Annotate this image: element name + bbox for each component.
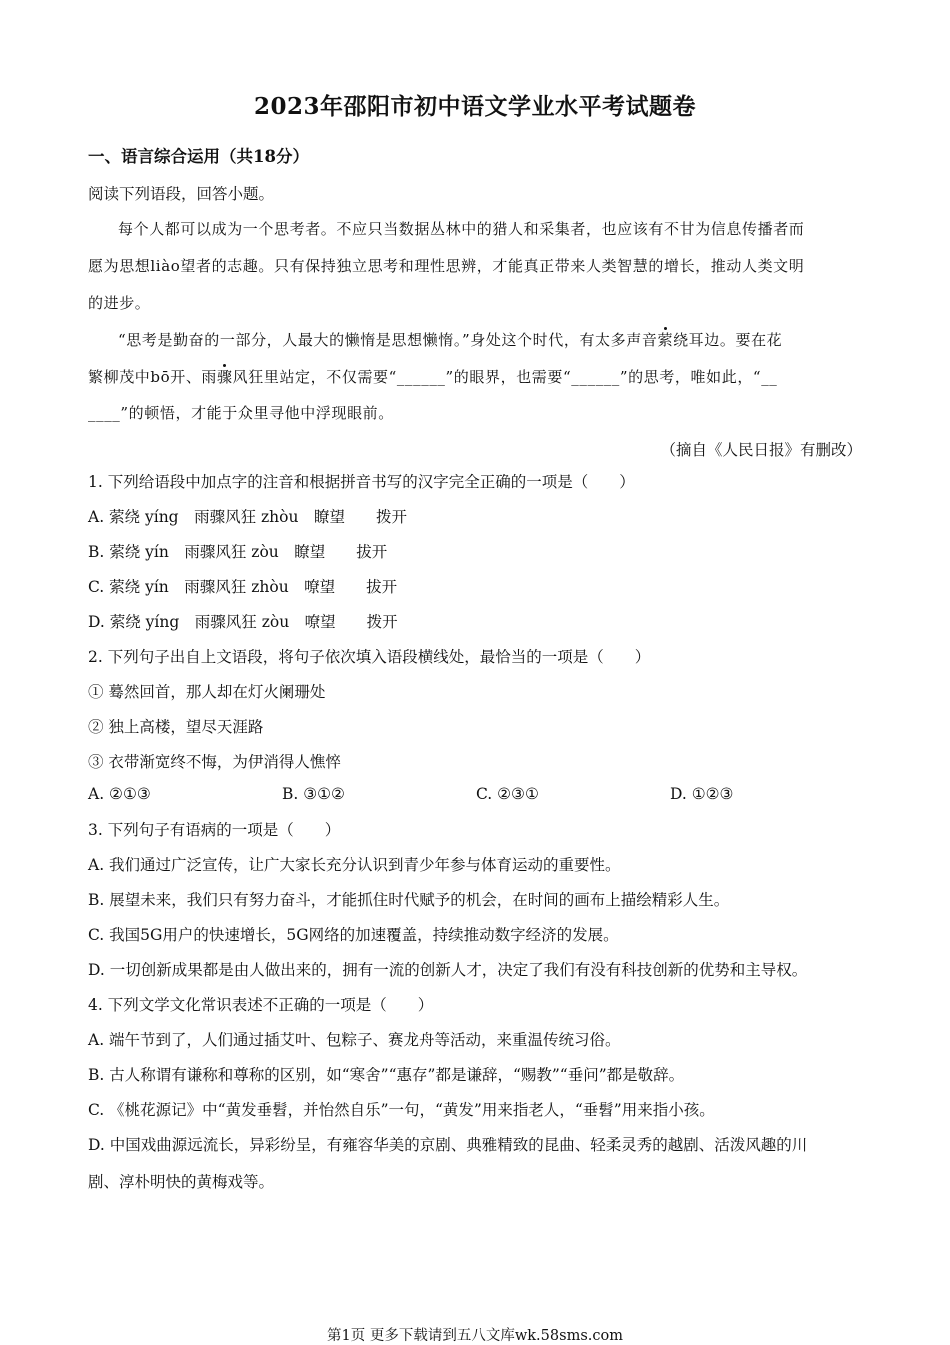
page-footer: 第1页 更多下载请到五八文库wk.58sms.com bbox=[327, 1328, 623, 1344]
option-b: B. 萦绕 yín 雨骤风狂 zòu 瞭望 拔开 bbox=[88, 543, 388, 561]
option-b: B. 古人称谓有谦称和尊称的区别，如“寒舍”“惠存”都是谦辞，“赐教”“垂问”都是敬辞。 bbox=[88, 1066, 685, 1084]
source-citation: （摘自《人民日报》有删改） bbox=[660, 441, 862, 459]
question-stem: 4. 下列文学文化常识表述不正确的一项是（ ） bbox=[88, 996, 434, 1014]
question-stem: 1. 下列给语段中加点字的注音和根据拼音书写的汉字完全正确的一项是（ ） bbox=[88, 473, 635, 491]
reading-instruction: 阅读下列语段，回答小题。 bbox=[88, 185, 275, 203]
passage-text: “思考是勤奋的一部分，人最大的懒惰是思想懒惰。”身处这个时代，有太多声音 bbox=[118, 331, 658, 349]
passage-line: 每个人都可以成为一个思考者。不应只当数据丛林中的猎人和采集者，也应该有不甘为信息传播者而 bbox=[118, 220, 805, 238]
sentence-item: ② 独上高楼，望尽天涯路 bbox=[88, 718, 264, 736]
passage-text: 风狂里站定，不仅需要“______”的眼界，也需要“______”的思考，唯如此，“__ bbox=[232, 368, 778, 386]
page-title: 2023年邵阳市初中语文学业水平考试题卷 bbox=[253, 93, 696, 120]
question-stem: 2. 下列句子出自上文语段，将句子依次填入语段横线处，最恰当的一项是（ ） bbox=[88, 648, 651, 666]
passage-text: 繁柳茂中bō开、雨 bbox=[88, 368, 218, 386]
option-d: D. 中国戏曲源远流长，异彩纷呈，有雍容华美的京剧、典雅精致的昆曲、轻柔灵秀的越剧、活泼风趣的川 bbox=[88, 1136, 808, 1154]
option-c: C. ②③① bbox=[476, 785, 539, 803]
passage-line: ____”的顿悟，才能于众里寻他中浮现眼前。 bbox=[88, 404, 394, 422]
passage-text: 绕耳边。要在花 bbox=[673, 331, 783, 349]
option-c: C. 我国5G用户的快速增长，5G网络的加速覆盖，持续推动数字经济的发展。 bbox=[88, 926, 619, 944]
option-a: A. 我们通过广泛宣传，让广大家长充分认识到青少年参与体育运动的重要性。 bbox=[88, 856, 621, 874]
option-a: A. 端午节到了，人们通过插艾叶、包粽子、赛龙舟等活动，来重温传统习俗。 bbox=[88, 1031, 621, 1049]
option-b: B. 展望未来，我们只有努力奋斗，才能抓住时代赋予的机会，在时间的画布上描绘精彩人生。 bbox=[88, 891, 730, 909]
option-c: C. 萦绕 yín 雨骤风狂 zhòu 嘹望 拔开 bbox=[88, 578, 398, 596]
dotted-character: 萦 bbox=[657, 331, 674, 349]
sentence-item: ① 蓦然回首，那人却在灯火阑珊处 bbox=[88, 683, 326, 701]
option-b: B. ③①② bbox=[282, 785, 345, 803]
option-a: A. ②①③ bbox=[88, 785, 151, 803]
passage-line: 愿为思想liào望者的志趣。只有保持独立思考和理性思辨，才能真正带来人类智慧的增长，推动人类文明 bbox=[88, 257, 805, 275]
passage-line bbox=[118, 330, 782, 350]
passage-line: 的进步。 bbox=[88, 294, 151, 312]
dotted-character: 骤 bbox=[217, 368, 233, 386]
option-d: D. 一切创新成果都是由人做出来的，拥有一流的创新人才，决定了我们有没有科技创新的优势和主导权。 bbox=[88, 961, 808, 979]
option-a: A. 萦绕 yíng 雨骤风狂 zhòu 瞭望 拨开 bbox=[88, 508, 407, 526]
option-d: D. ①②③ bbox=[670, 785, 734, 803]
passage-line bbox=[88, 367, 777, 387]
question-stem: 3. 下列句子有语病的一项是（ ） bbox=[88, 821, 341, 839]
option-d-continued: 剧、淳朴明快的黄梅戏等。 bbox=[88, 1173, 275, 1191]
section-heading: 一、语言综合运用（共18分） bbox=[88, 147, 309, 166]
option-d: D. 萦绕 yíng 雨骤风狂 zòu 嘹望 拨开 bbox=[88, 613, 398, 631]
option-c: C. 《桃花源记》中“黄发垂髫，并怡然自乐”一句，“黄发”用来指老人，“垂髫”用来指小孩。 bbox=[88, 1101, 715, 1119]
sentence-item: ③ 衣带渐宽终不悔，为伊消得人憔悴 bbox=[88, 753, 341, 771]
